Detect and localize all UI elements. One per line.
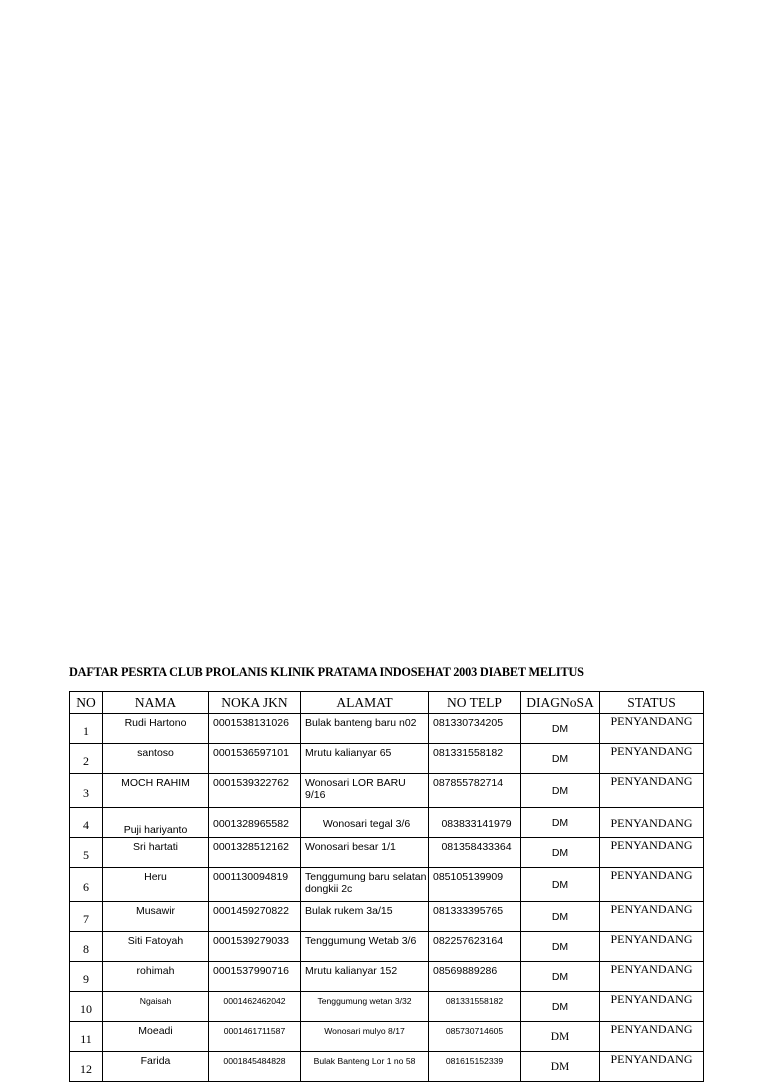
cell-noka: 0001328512162	[209, 838, 301, 868]
cell-noka: 0001461711587	[209, 1022, 301, 1052]
cell-telp: 082257623164	[429, 932, 521, 962]
cell-telp: 081358433364	[429, 838, 521, 868]
cell-telp: 081330734205	[429, 714, 521, 744]
cell-diagnosa: DM	[521, 1052, 600, 1082]
cell-noka: 0001539279033	[209, 932, 301, 962]
table-row	[70, 868, 704, 902]
cell-alamat: Tenggumung wetan 3/32	[301, 992, 429, 1022]
cell-no: 10	[70, 992, 103, 1022]
column-header-alamat: ALAMAT	[301, 692, 429, 714]
cell-alamat: Wonosari tegal 3/6	[301, 808, 429, 838]
cell-alamat: Wonosari mulyo 8/17	[301, 1022, 429, 1052]
cell-no: 6	[70, 868, 103, 902]
cell-diagnosa: DM	[521, 992, 600, 1022]
cell-nama: rohimah	[103, 962, 209, 992]
cell-nama: Puji hariyanto	[103, 808, 209, 838]
cell-status: PENYANDANG	[600, 902, 704, 932]
table-row	[70, 1022, 704, 1052]
column-header-status: STATUS	[600, 692, 704, 714]
cell-telp: 083833141979	[429, 808, 521, 838]
cell-diagnosa: DM	[521, 962, 600, 992]
table-row	[70, 744, 704, 774]
cell-nama: santoso	[103, 744, 209, 774]
cell-no: 9	[70, 962, 103, 992]
cell-no: 4	[70, 808, 103, 838]
cell-diagnosa: DM	[521, 808, 600, 838]
table-row	[70, 932, 704, 962]
cell-alamat: Tenggumung baru selatan dongkii 2c	[301, 868, 429, 902]
cell-alamat: Mrutu kalianyar 65	[301, 744, 429, 774]
cell-noka: 0001538131026	[209, 714, 301, 744]
cell-noka: 0001536597101	[209, 744, 301, 774]
cell-diagnosa: DM	[521, 838, 600, 868]
cell-status: PENYANDANG	[600, 1052, 704, 1082]
cell-nama: Musawir	[103, 902, 209, 932]
table-row	[70, 902, 704, 932]
cell-noka: 0001537990716	[209, 962, 301, 992]
participant-table	[69, 691, 704, 1082]
cell-status: PENYANDANG	[600, 774, 704, 808]
cell-no: 5	[70, 838, 103, 868]
cell-noka: 0001130094819	[209, 868, 301, 902]
cell-status: PENYANDANG	[600, 868, 704, 902]
cell-noka: 0001539322762	[209, 774, 301, 808]
cell-nama: Ngaisah	[103, 992, 209, 1022]
cell-nama: Farida	[103, 1052, 209, 1082]
cell-noka: 0001328965582	[209, 808, 301, 838]
cell-status: PENYANDANG	[600, 838, 704, 868]
cell-status: PENYANDANG	[600, 714, 704, 744]
cell-status: PENYANDANG	[600, 962, 704, 992]
cell-no: 3	[70, 774, 103, 808]
cell-diagnosa: DM	[521, 774, 600, 808]
cell-telp: 081615152339	[429, 1052, 521, 1082]
cell-status: PENYANDANG	[600, 1022, 704, 1052]
table-row	[70, 1052, 704, 1082]
cell-alamat: Bulak Banteng Lor 1 no 58	[301, 1052, 429, 1082]
cell-diagnosa: DM	[521, 868, 600, 902]
cell-nama: Siti Fatoyah	[103, 932, 209, 962]
cell-noka: 0001459270822	[209, 902, 301, 932]
cell-nama: MOCH RAHIM	[103, 774, 209, 808]
cell-no: 8	[70, 932, 103, 962]
column-header-noka-jkn: NOKA JKN	[209, 692, 301, 714]
cell-noka: 0001462462042	[209, 992, 301, 1022]
cell-telp: 08569889286	[429, 962, 521, 992]
column-header-no-telp: NO TELP	[429, 692, 521, 714]
cell-status: PENYANDANG	[600, 932, 704, 962]
cell-no: 12	[70, 1052, 103, 1082]
cell-telp: 087855782714	[429, 774, 521, 808]
table-row	[70, 808, 704, 838]
cell-telp: 085730714605	[429, 1022, 521, 1052]
table-row	[70, 774, 704, 808]
cell-alamat: Bulak rukem 3a/15	[301, 902, 429, 932]
cell-alamat: Bulak banteng baru n02	[301, 714, 429, 744]
cell-telp: 081333395765	[429, 902, 521, 932]
cell-telp: 081331558182	[429, 744, 521, 774]
cell-alamat: Wonosari besar 1/1	[301, 838, 429, 868]
cell-status: PENYANDANG	[600, 992, 704, 1022]
cell-status: PENYANDANG	[600, 744, 704, 774]
table-row	[70, 838, 704, 868]
column-header-no: NO	[70, 692, 103, 714]
cell-no: 1	[70, 714, 103, 744]
cell-nama: Moeadi	[103, 1022, 209, 1052]
cell-alamat: Mrutu kalianyar 152	[301, 962, 429, 992]
cell-alamat: Wonosari LOR BARU 9/16	[301, 774, 429, 808]
cell-diagnosa: DM	[521, 744, 600, 774]
cell-nama: Heru	[103, 868, 209, 902]
cell-diagnosa: DM	[521, 902, 600, 932]
cell-no: 11	[70, 1022, 103, 1052]
cell-no: 2	[70, 744, 103, 774]
table-row	[70, 962, 704, 992]
cell-status: PENYANDANG	[600, 808, 704, 838]
cell-alamat: Tenggumung Wetab 3/6	[301, 932, 429, 962]
column-header-diagnosa: DIAGNoSA	[521, 692, 600, 714]
cell-telp: 081331558182	[429, 992, 521, 1022]
cell-telp: 085105139909	[429, 868, 521, 902]
cell-diagnosa: DM	[521, 1022, 600, 1052]
column-header-nama: NAMA	[103, 692, 209, 714]
table-header-row	[70, 692, 704, 714]
table-row	[70, 714, 704, 744]
cell-nama: Sri hartati	[103, 838, 209, 868]
cell-diagnosa: DM	[521, 932, 600, 962]
cell-noka: 0001845484828	[209, 1052, 301, 1082]
cell-diagnosa: DM	[521, 714, 600, 744]
document-title: DAFTAR PESRTA CLUB PROLANIS KLINIK PRATAMA INDOSEHAT 2003 DIABET MELITUS	[69, 665, 584, 679]
cell-nama: Rudi Hartono	[103, 714, 209, 744]
cell-no: 7	[70, 902, 103, 932]
table-row	[70, 992, 704, 1022]
